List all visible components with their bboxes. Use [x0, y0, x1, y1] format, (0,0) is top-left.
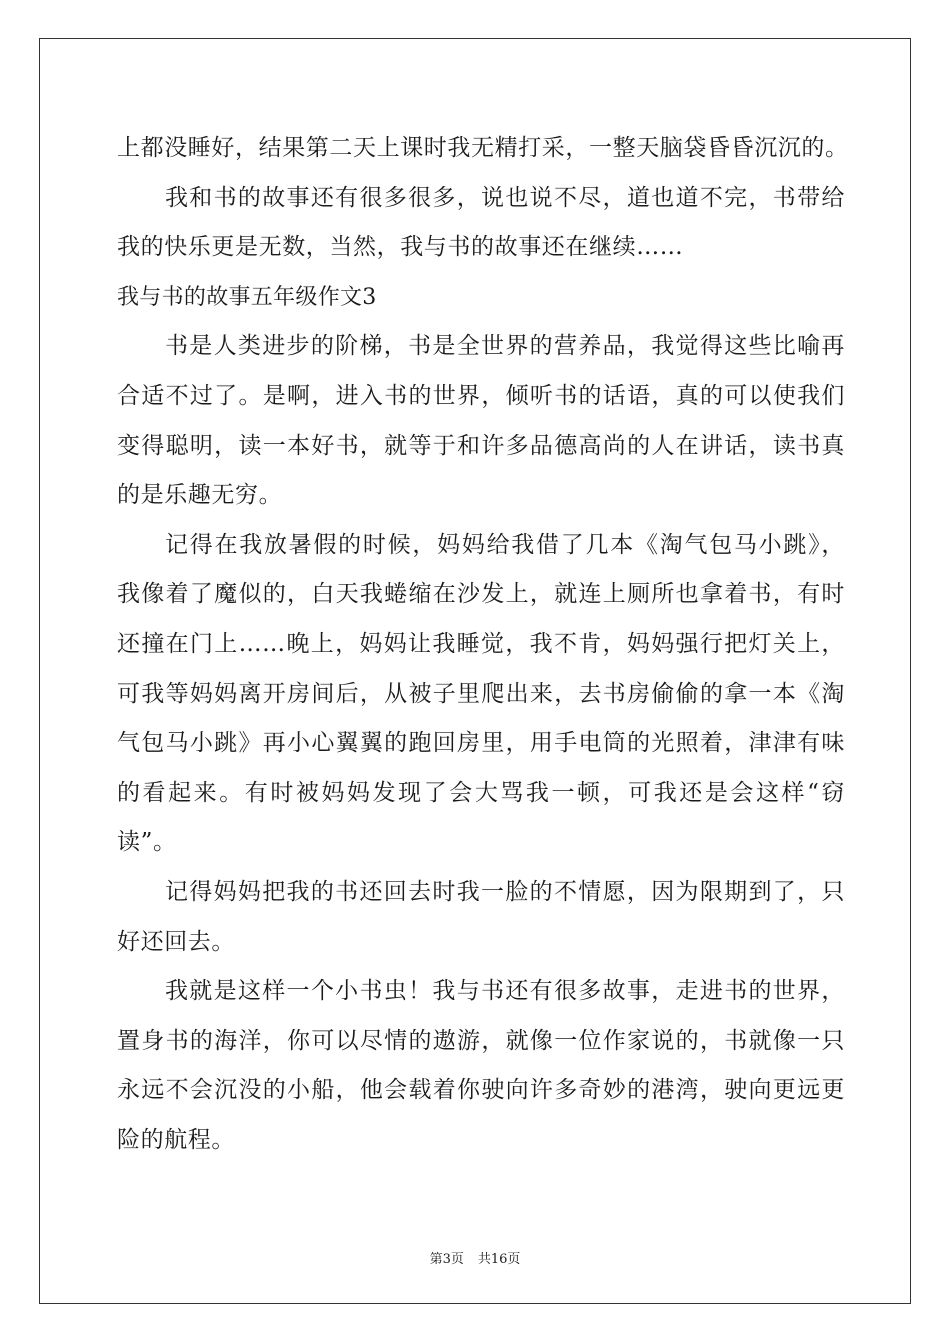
text-line: 险的航程。: [117, 1126, 235, 1153]
section-heading: 我与书的故事五年级作文3: [117, 284, 377, 310]
page-footer: [0, 1248, 950, 1267]
text-line: 的是乐趣无穷。: [117, 482, 283, 509]
text-line: 记得在我放暑假的时候，妈妈给我借了几本《淘气包马小跳》，: [165, 531, 845, 558]
text-line: 气包马小跳》再小心翼翼的跑回房里，用手电筒的光照着，津津有味: [117, 730, 845, 757]
page-number: 第3页: [429, 1252, 464, 1267]
text-line: 合适不过了。是啊，进入书的世界，倾听书的话语，真的可以使我们: [117, 382, 845, 409]
text-line: 上都没睡好，结果第二天上课时我无精打采，一整天脑袋昏昏沉沉的。: [117, 135, 849, 161]
text-line: 我和书的故事还有很多很多，说也说不尽，道也道不完，书带给: [165, 184, 845, 211]
text-line: 我像着了魔似的，白天我蜷缩在沙发上，就连上厕所也拿着书，有时: [117, 581, 845, 608]
text-line: 可我等妈妈离开房间后，从被子里爬出来，去书房偷偷的拿一本《淘: [117, 680, 845, 707]
text-line: 记得妈妈把我的书还回去时我一脸的不情愿，因为限期到了，只: [165, 878, 845, 905]
text-line: 的看起来。有时被妈妈发现了会大骂我一顿，可我还是会这样“窃: [117, 779, 845, 806]
text-line: 书是人类进步的阶梯，书是全世界的营养品，我觉得这些比喻再: [165, 333, 845, 360]
text-line: 好还回去。: [117, 928, 235, 955]
text-line: 我就是这样一个小书虫！我与书还有很多故事，走进书的世界，: [165, 978, 845, 1005]
text-line: 读”。: [117, 829, 177, 856]
page-total: 共16页: [477, 1252, 521, 1267]
text-line: 变得聪明，读一本好书，就等于和许多品德高尚的人在讲话，读书真: [117, 432, 845, 459]
text-line: 置身书的海洋，你可以尽情的遨游，就像一位作家说的，书就像一只: [117, 1027, 845, 1054]
text-line: 永远不会沉没的小船，他会载着你驶向许多奇妙的港湾，驶向更远更: [117, 1077, 845, 1104]
text-line: 还撞在门上……晚上，妈妈让我睡觉，我不肯，妈妈强行把灯关上，: [117, 630, 845, 657]
text-line: 我的快乐更是无数，当然，我与书的故事还在继续……: [117, 234, 684, 261]
document-body: [117, 124, 849, 1165]
